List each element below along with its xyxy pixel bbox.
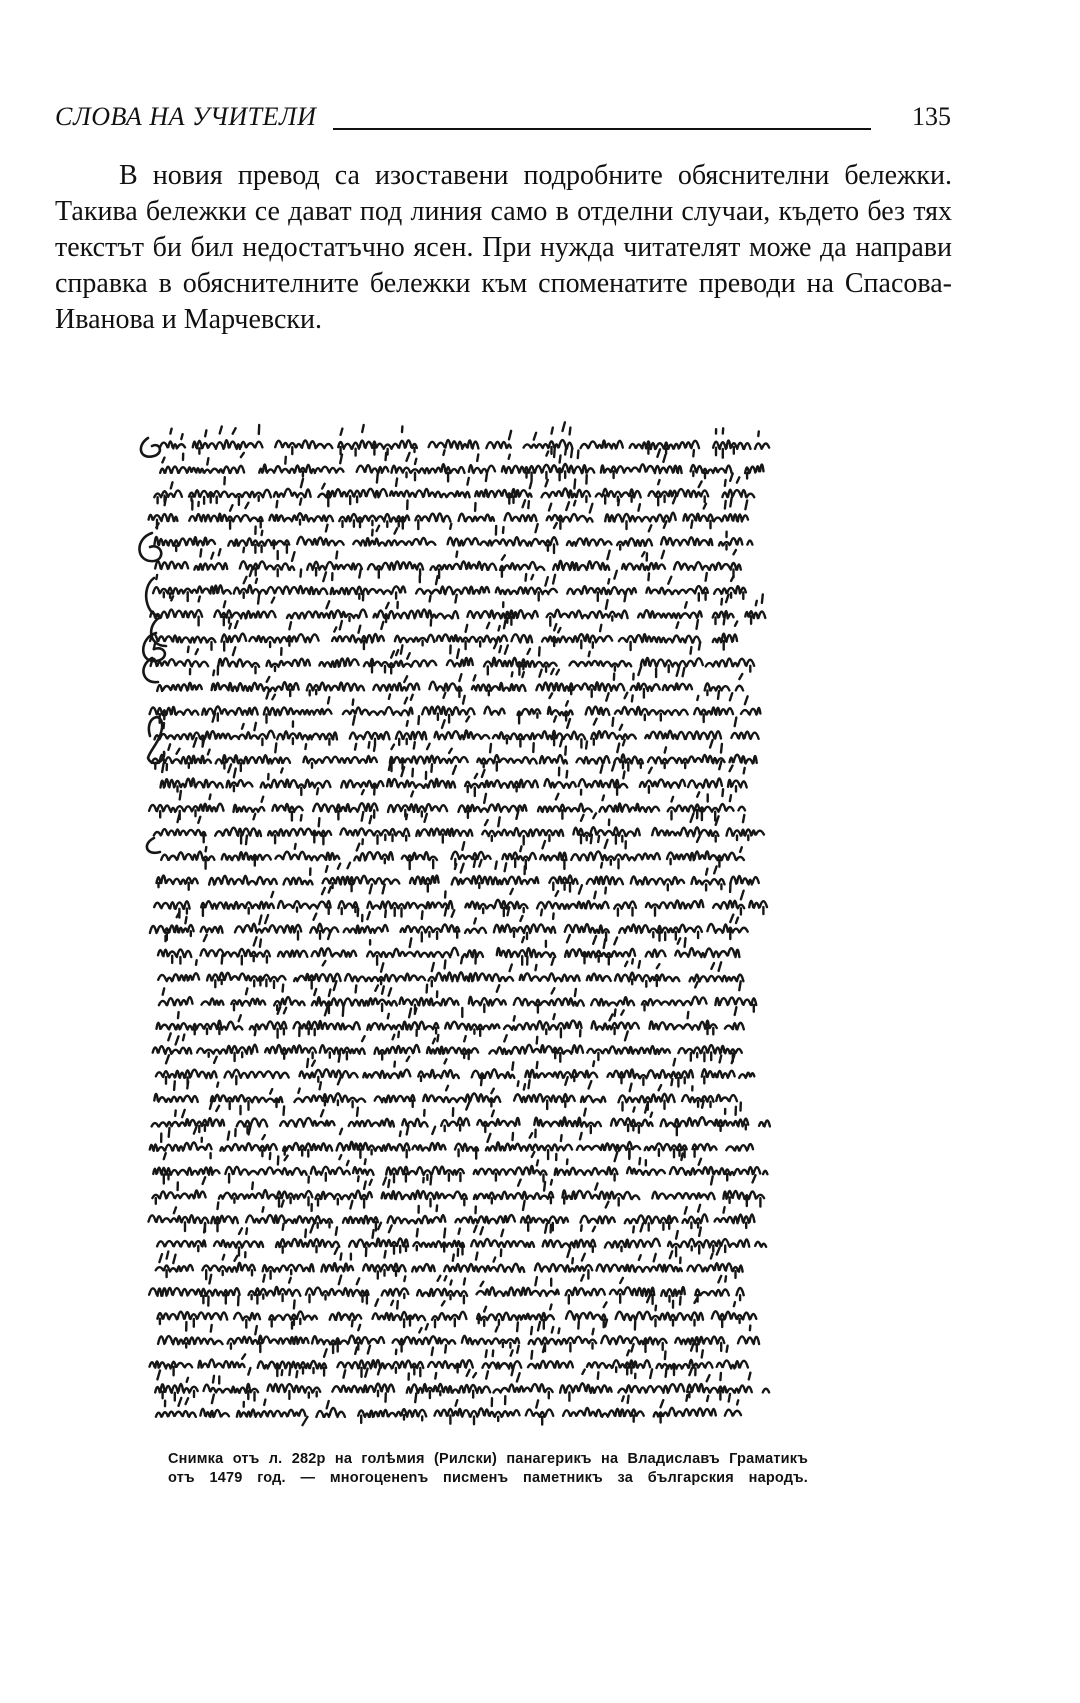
manuscript-line	[157, 1223, 766, 1257]
manuscript-line	[153, 1027, 742, 1061]
caption-line-1: Снимка отъ л. 282р на голѣмия (Рилски) панагерикъ на Владиславъ Граматикъ	[168, 1451, 808, 1467]
manuscript-line	[155, 548, 741, 578]
manuscript-flourish	[141, 438, 160, 457]
page-number: 135	[912, 102, 951, 131]
manuscript-line	[158, 955, 743, 989]
running-title: СЛОВА НА УЧИТЕЛИ	[55, 102, 317, 131]
figure-caption	[168, 1450, 808, 1488]
caption-line-2: отъ 1479 год. — многоценenъ писменъ паметникъ за българския народъ.	[168, 1470, 808, 1486]
manuscript-line	[150, 907, 748, 941]
manuscript-line	[161, 761, 747, 796]
page-header	[55, 102, 955, 142]
manuscript-line	[158, 1320, 759, 1353]
manuscript-line	[156, 1248, 743, 1280]
manuscript-line	[160, 422, 769, 457]
manuscript-line	[154, 883, 767, 918]
manuscript-line	[151, 642, 755, 675]
manuscript-line	[150, 1126, 753, 1159]
manuscript-line	[159, 981, 756, 1013]
manuscript-page-image	[138, 418, 803, 1428]
manuscript-line	[150, 1343, 748, 1377]
manuscript-line	[155, 714, 759, 748]
manuscript-flourish	[302, 1416, 308, 1426]
manuscript-line	[153, 1151, 767, 1184]
manuscript-line	[149, 1201, 755, 1232]
manuscript-line	[157, 1007, 744, 1038]
manuscript-line	[150, 690, 761, 723]
body-paragraph: В новия превод са изоставени подробните обяснителни бележки. Такива бележки се дават под линия само в отделни случаи, където без тях текстът би бил недостатъчно ясен. При нужда читателят може да направи справка в обяснителните бележки към споменатите преводи на Спасова-Иванова и Марчевски.	[55, 160, 952, 335]
manuscript-line	[157, 666, 743, 698]
manuscript-line	[161, 835, 744, 869]
manuscript-line	[154, 1077, 737, 1111]
manuscript-line	[153, 569, 746, 602]
manuscript-line	[157, 859, 759, 892]
manuscript-line	[154, 472, 754, 506]
manuscript-line	[155, 1366, 769, 1401]
manuscript-line	[150, 619, 737, 650]
header-rule	[333, 128, 871, 130]
manuscript-line	[157, 1296, 756, 1329]
manuscript-line	[156, 1053, 754, 1087]
manuscript-line	[152, 1175, 764, 1207]
manuscript-flourish	[147, 838, 160, 853]
manuscript-flourish	[139, 533, 161, 561]
manuscript-line	[160, 447, 763, 481]
manuscript-line	[152, 1101, 770, 1136]
manuscript-line	[156, 1393, 741, 1424]
manuscript-line	[152, 738, 757, 771]
manuscript-line	[149, 787, 745, 821]
